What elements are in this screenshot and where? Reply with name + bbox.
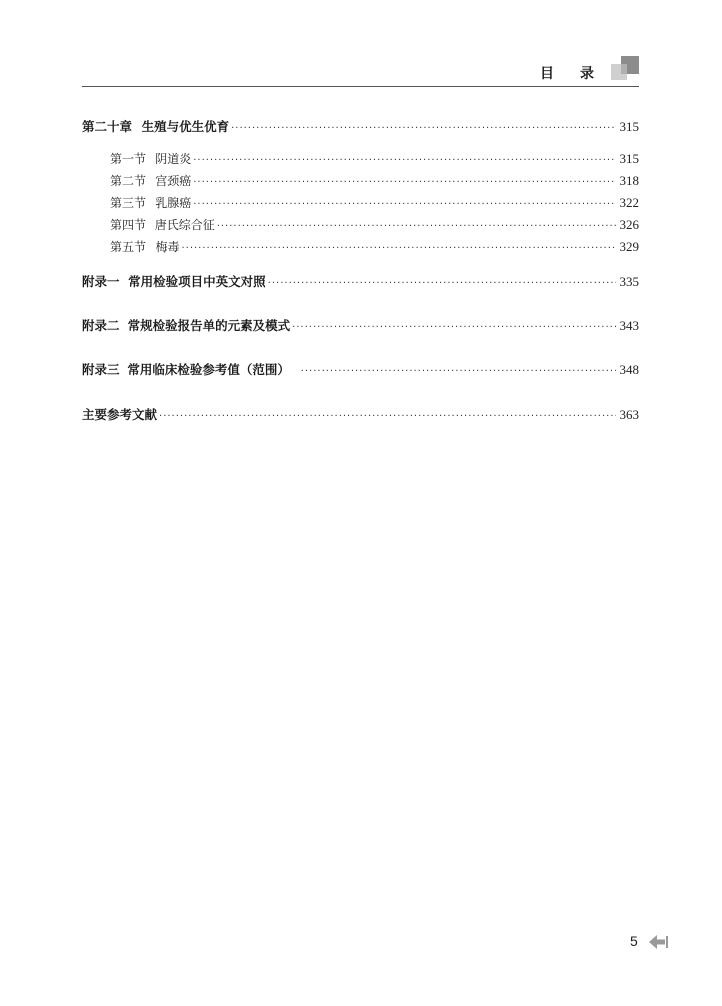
toc-section-label: 第二节 xyxy=(110,174,147,188)
toc-page-number: 363 xyxy=(619,407,639,422)
toc-leader xyxy=(159,411,615,422)
toc-leader xyxy=(268,278,616,289)
toc-leader xyxy=(301,366,616,377)
toc-appendix-title: 常用临床检验参考值（范围） xyxy=(127,362,290,377)
toc-entry-appendix-3[interactable] xyxy=(82,360,639,380)
page-header-title xyxy=(540,63,594,83)
toc-entry-section-5[interactable] xyxy=(110,238,639,258)
toc-section-title: 宫颈癌 xyxy=(155,174,192,188)
toc-entry-appendix-2[interactable] xyxy=(82,316,639,336)
toc-page-number: 335 xyxy=(619,274,639,289)
header-title-part1: 目 xyxy=(540,66,554,82)
toc-leader xyxy=(217,221,616,232)
toc-section-title: 唐氏综合征 xyxy=(154,218,215,232)
toc-entry-section-4[interactable] xyxy=(110,216,639,236)
toc-section-title: 阴道炎 xyxy=(155,152,192,166)
toc-leader xyxy=(292,322,615,333)
toc-section-title: 梅毒 xyxy=(155,240,180,254)
toc-appendix-title: 常规检验报告单的元素及模式 xyxy=(127,318,291,333)
toc-page-number: 322 xyxy=(619,195,639,210)
footer-page-number: 5 xyxy=(630,933,638,949)
toc-entry-section-2[interactable] xyxy=(110,172,639,192)
toc-page-number: 343 xyxy=(619,318,639,333)
toc-section-label: 第三节 xyxy=(110,196,147,210)
toc-chapter-label: 第二十章 xyxy=(82,119,133,134)
toc-appendix-label: 附录三 xyxy=(82,362,120,377)
corner-decoration-icon xyxy=(611,56,639,82)
toc-appendix-title: 常用检验项目中英文对照 xyxy=(128,274,266,289)
toc-page-number: 315 xyxy=(619,151,639,166)
toc-leader xyxy=(231,123,615,134)
header-divider xyxy=(82,86,639,87)
toc-appendix-label: 附录一 xyxy=(82,274,120,289)
toc-chapter-title: 生殖与优生优育 xyxy=(141,119,230,134)
toc-page-number: 348 xyxy=(619,362,639,377)
toc-entry-chapter-20[interactable] xyxy=(82,117,639,137)
toc-entry-section-3[interactable] xyxy=(110,194,639,214)
toc-section-label: 第一节 xyxy=(110,152,147,166)
toc-entry-references[interactable] xyxy=(82,405,639,425)
toc-section-title: 乳腺癌 xyxy=(155,196,192,210)
toc-page-number: 315 xyxy=(619,119,639,134)
toc-section-label: 第五节 xyxy=(110,240,147,254)
toc-leader xyxy=(193,155,615,166)
toc-page-number: 326 xyxy=(619,217,639,232)
toc-page-number: 329 xyxy=(619,239,639,254)
toc-references-title: 主要参考文献 xyxy=(82,407,158,422)
toc-leader xyxy=(181,243,615,254)
toc-section-label: 第四节 xyxy=(110,218,147,232)
back-arrow-icon xyxy=(647,932,669,952)
toc-page-number: 318 xyxy=(619,173,639,188)
toc-appendix-label: 附录二 xyxy=(82,318,120,333)
toc-entry-appendix-1[interactable] xyxy=(82,272,639,292)
toc-leader xyxy=(193,177,615,188)
header-title-part2: 录 xyxy=(580,66,594,82)
toc-entry-section-1[interactable] xyxy=(110,150,639,170)
toc-leader xyxy=(193,199,615,210)
